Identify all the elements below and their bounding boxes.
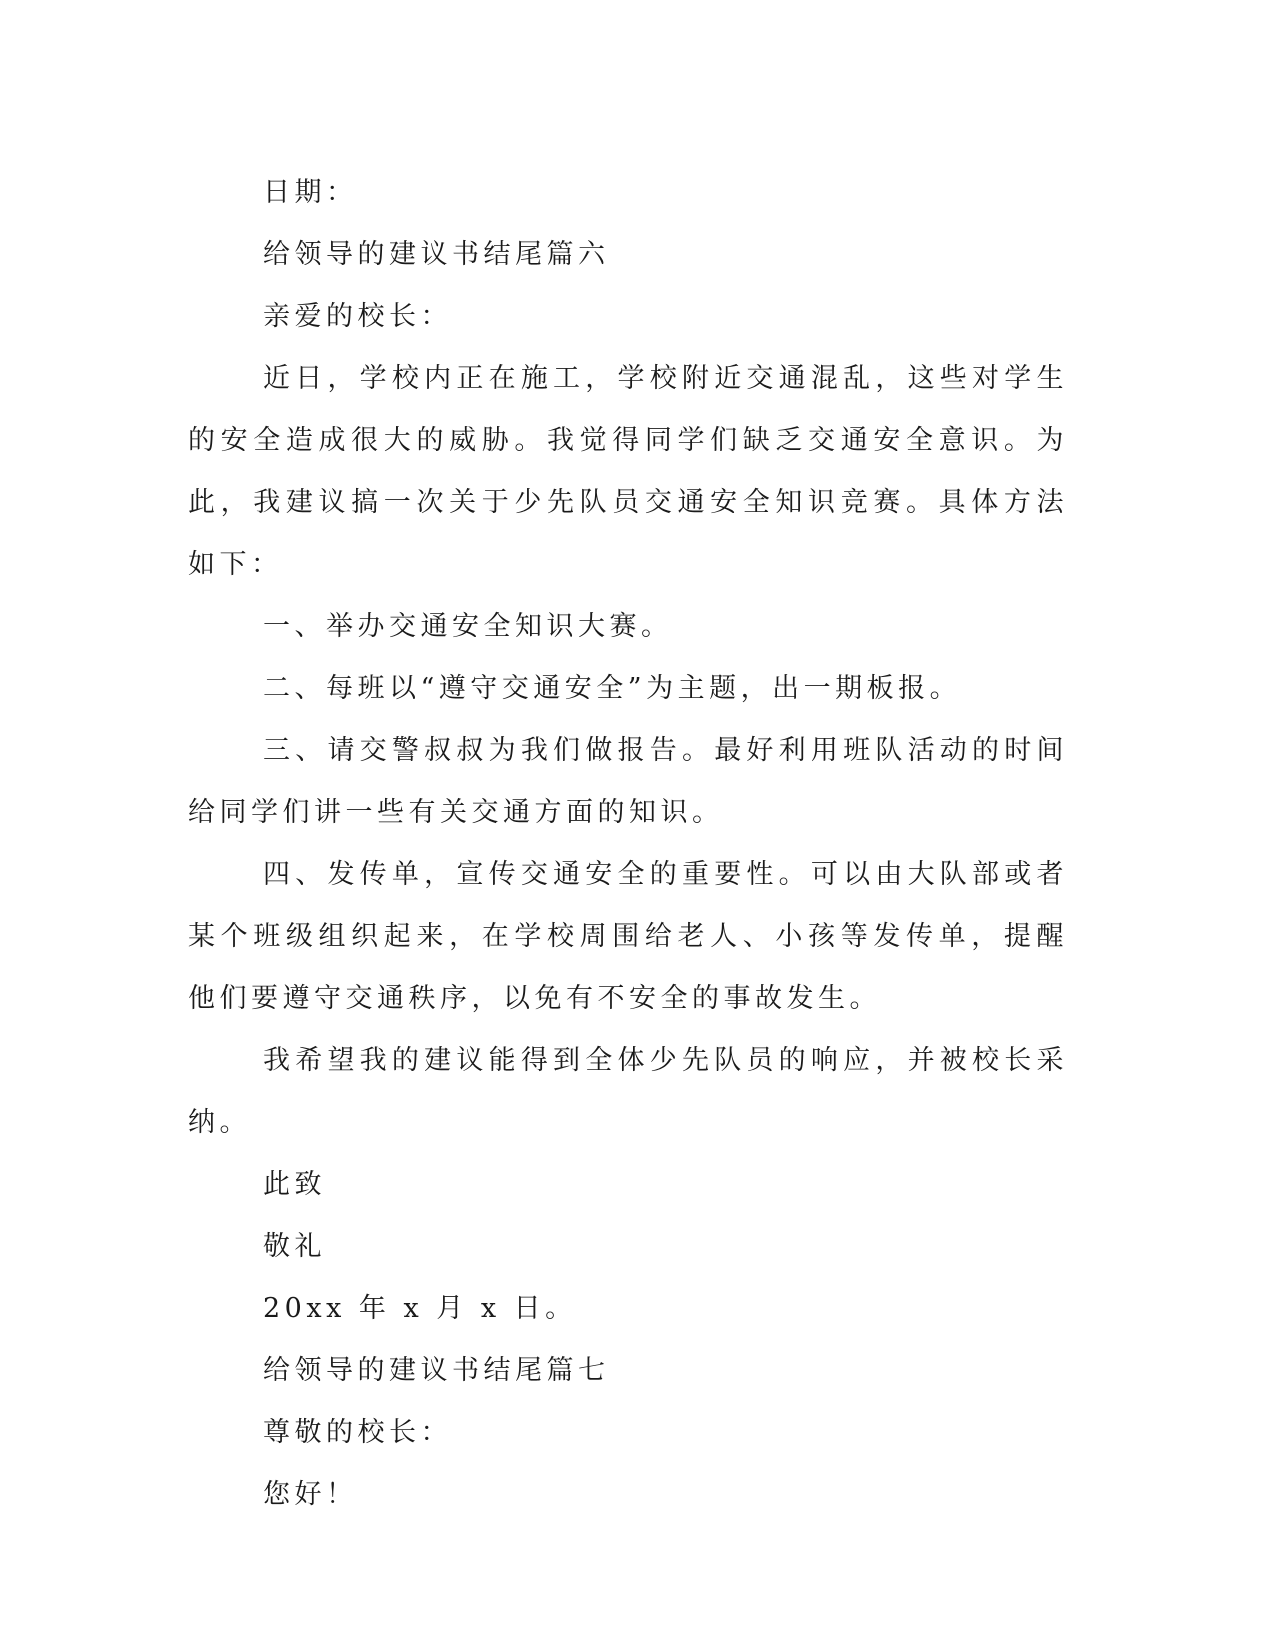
closing-paragraph: 我希望我的建议能得到全体少先队员的响应，并被校长采纳。 [188,1045,1068,1138]
regards-line: 敬礼 [263,1231,326,1262]
list-item-2: 二、每班以“遵守交通安全”为主题，出一期板报。 [263,673,962,704]
salutation: 亲爱的校长： [263,301,452,332]
section-heading-6: 给领导的建议书结尾篇六 [263,239,610,270]
list-item-1: 一、举办交通安全知识大赛。 [263,611,673,642]
list-item-3: 三、请交警叔叔为我们做报告。最好利用班队活动的时间给同学们讲一些有关交通方面的知识。 [188,735,1068,828]
closing-phrase: 此致 [263,1169,326,1200]
salutation-2: 尊敬的校长： [263,1417,452,1448]
date-line: 日期： [263,177,358,208]
greeting: 您好！ [263,1479,358,1510]
document-body [188,162,1068,1526]
signature-date: 20xx 年 x 月 x 日。 [263,1293,577,1324]
list-item-4: 四、发传单，宣传交通安全的重要性。可以由大队部或者某个班级组织起来，在学校周围给老人、小孩等发传单，提醒他们要遵守交通秩序，以免有不安全的事故发生。 [188,859,1068,1014]
section-heading-7: 给领导的建议书结尾篇七 [263,1355,610,1386]
body-paragraph: 近日，学校内正在施工，学校附近交通混乱，这些对学生的安全造成很大的威胁。我觉得同学们缺乏交通安全意识。为此，我建议搞一次关于少先队员交通安全知识竞赛。具体方法如下： [188,363,1068,580]
